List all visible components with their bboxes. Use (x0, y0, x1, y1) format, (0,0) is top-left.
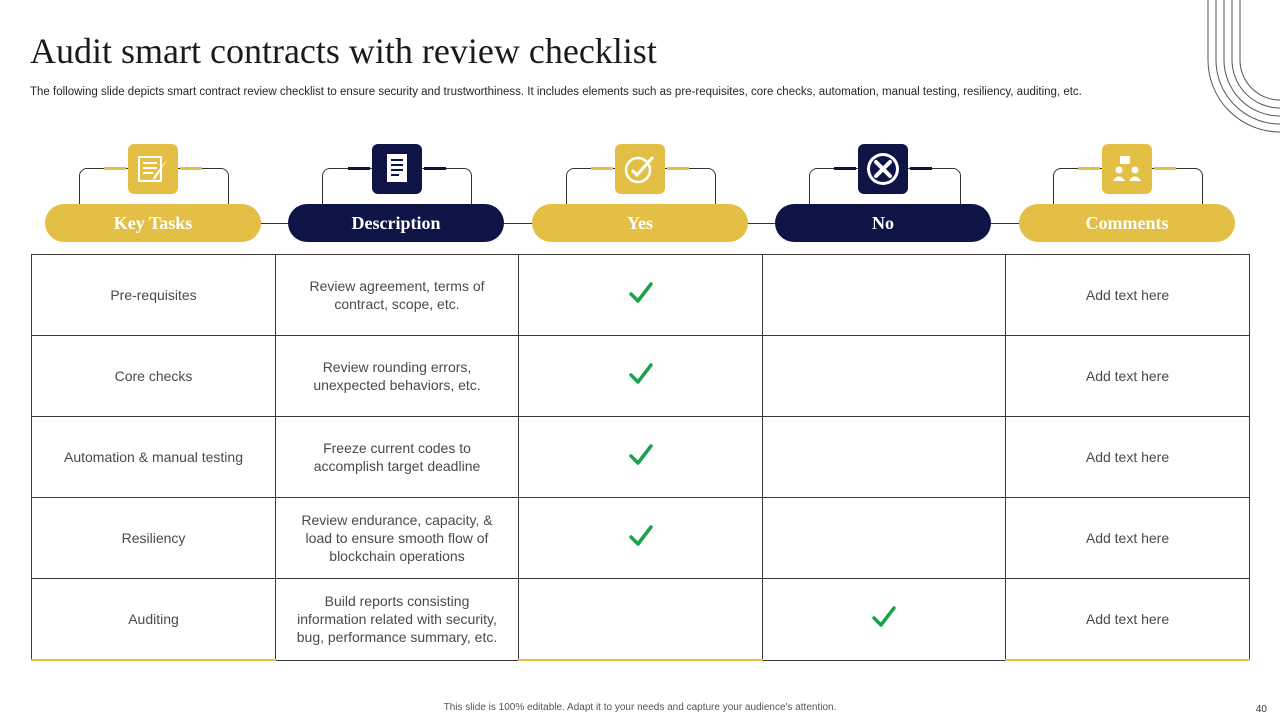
yes-cell (519, 417, 763, 498)
check-circle-icon (615, 144, 665, 194)
description-cell: Review agreement, terms of contract, scope, etc. (276, 255, 519, 336)
accent-tick (348, 167, 370, 170)
description-cell: Freeze current codes to accomplish target deadline (276, 417, 519, 498)
slide-footer: This slide is 100% editable. Adapt it to your needs and capture your audience's attention. (443, 702, 837, 713)
table-row (32, 255, 1250, 336)
accent-tick (1078, 167, 1100, 170)
comment-cell: Add text here (1006, 498, 1250, 579)
table-row (32, 336, 1250, 417)
comment-cell: Add text here (1006, 255, 1250, 336)
slide-title: Audit smart contracts with review checklist (30, 31, 657, 71)
task-cell: Automation & manual testing (32, 417, 276, 498)
checklist-table (31, 254, 1250, 661)
header-key-tasks: Key Tasks (45, 204, 261, 242)
connector-line (259, 223, 289, 224)
comment-cell: Add text here (1006, 417, 1250, 498)
header-comments: Comments (1019, 204, 1235, 242)
people-hierarchy-icon (1102, 144, 1152, 194)
checkmark-icon (628, 373, 654, 389)
yes-cell (519, 336, 763, 417)
accent-tick (667, 167, 689, 170)
task-cell: Core checks (32, 336, 276, 417)
no-cell (763, 336, 1006, 417)
accent-tick (424, 167, 446, 170)
connector-line (503, 223, 533, 224)
table-row (32, 417, 1250, 498)
checkmark-icon (628, 454, 654, 470)
yes-cell (519, 498, 763, 579)
no-cell (763, 417, 1006, 498)
task-cell: Auditing (32, 579, 276, 661)
no-cell (763, 579, 1006, 661)
header-no: No (775, 204, 991, 242)
accent-tick (104, 167, 126, 170)
connector-line (746, 223, 776, 224)
accent-tick (180, 167, 202, 170)
column-headers (0, 140, 1280, 250)
checkmark-icon (871, 616, 897, 632)
comment-cell: Add text here (1006, 336, 1250, 417)
accent-tick (834, 167, 856, 170)
comment-cell: Add text here (1006, 579, 1250, 661)
header-yes: Yes (532, 204, 748, 242)
accent-tick (1154, 167, 1176, 170)
description-cell: Review endurance, capacity, & load to ensure smooth flow of blockchain operations (276, 498, 519, 579)
no-cell (763, 255, 1006, 336)
no-cell (763, 498, 1006, 579)
header-description: Description (288, 204, 504, 242)
task-cell: Pre-requisites (32, 255, 276, 336)
description-cell: Review rounding errors, unexpected behaviors, etc. (276, 336, 519, 417)
yes-cell (519, 579, 763, 661)
page-number: 40 (1255, 704, 1267, 715)
table-row (32, 498, 1250, 579)
checklist-document-icon (128, 144, 178, 194)
checkmark-icon (628, 292, 654, 308)
checkmark-icon (628, 535, 654, 551)
accent-tick (591, 167, 613, 170)
connector-line (990, 223, 1020, 224)
description-cell: Build reports consisting information related with security, bug, performance summary, etc. (276, 579, 519, 661)
slide-subtitle: The following slide depicts smart contract review checklist to ensure security and trustworthiness. It includes elements such as pre-requisites, core checks, automation, manual testing, resiliency, auditing, etc. (30, 86, 1082, 98)
task-cell: Resiliency (32, 498, 276, 579)
accent-tick (910, 167, 932, 170)
table-row (32, 579, 1250, 661)
decorative-arcs (1200, 0, 1280, 140)
x-circle-icon (858, 144, 908, 194)
yes-cell (519, 255, 763, 336)
document-icon (372, 144, 422, 194)
